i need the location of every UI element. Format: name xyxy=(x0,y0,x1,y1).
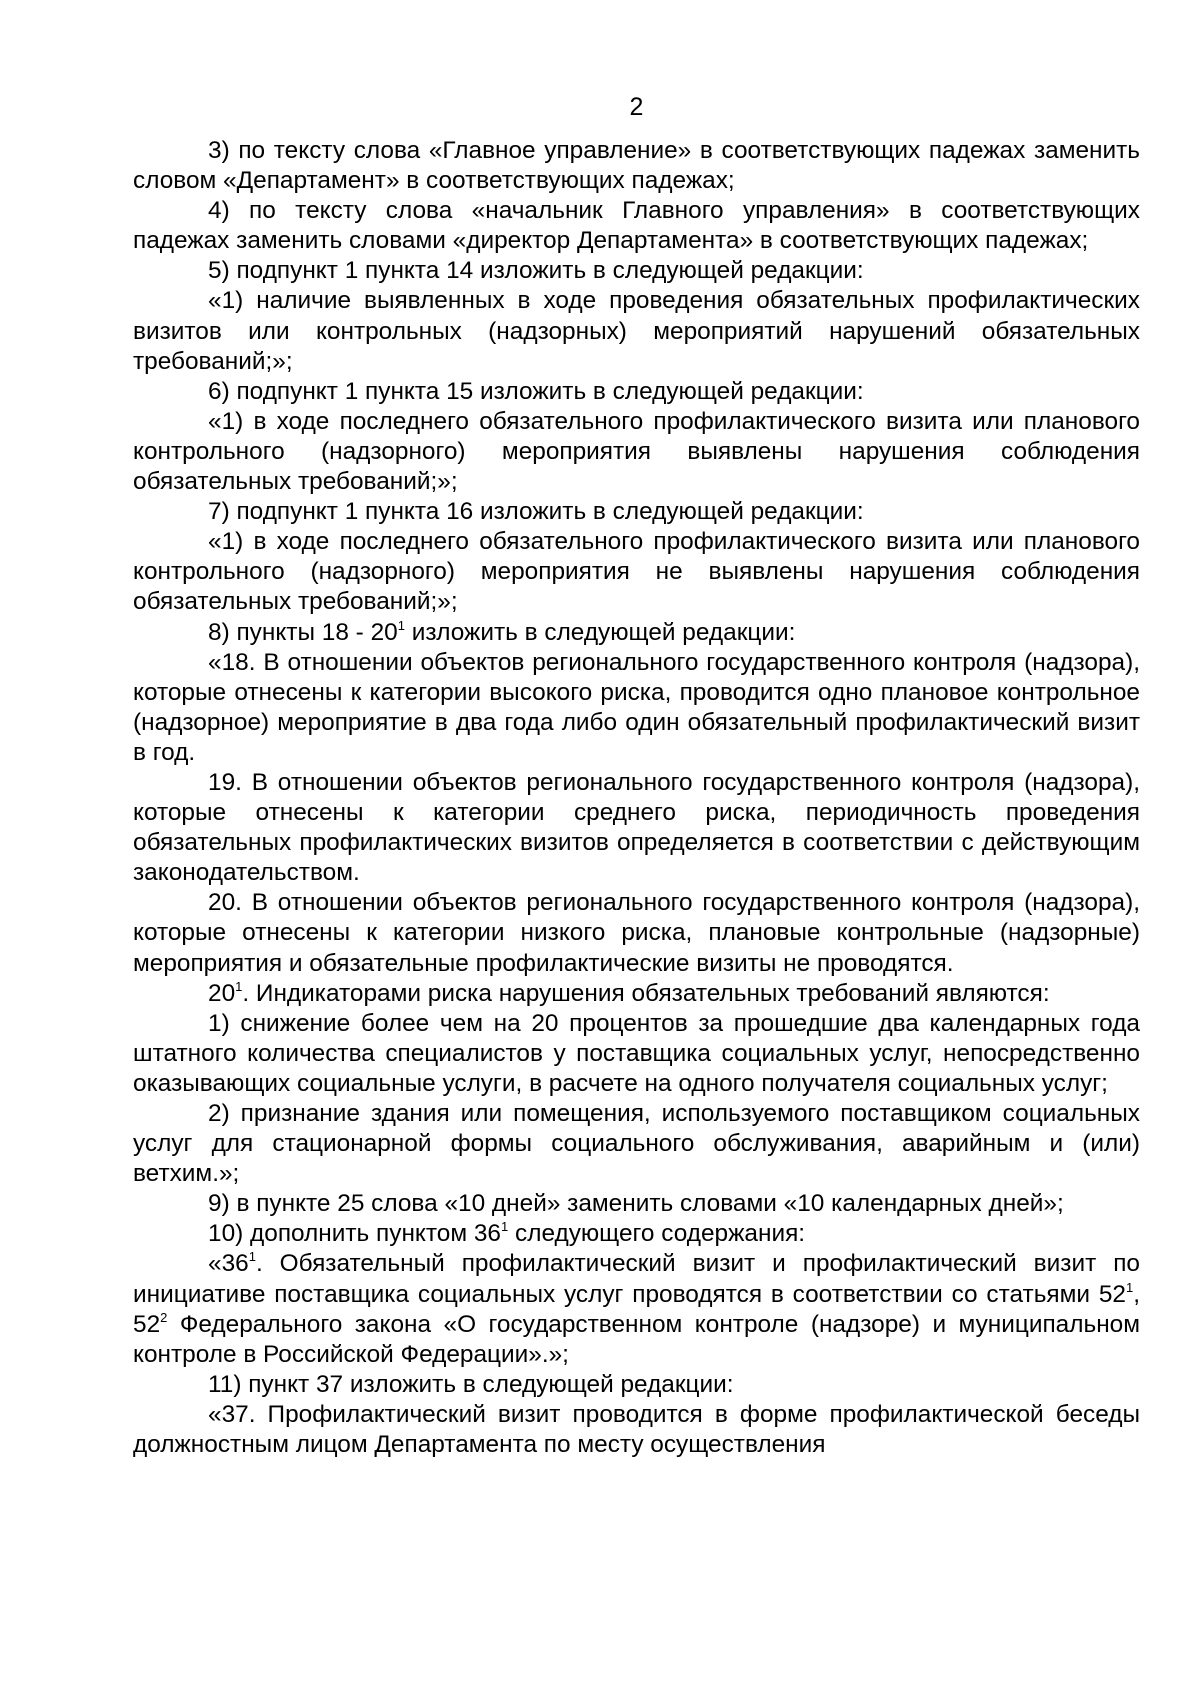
paragraph-point-19 xyxy=(133,768,1140,888)
paragraph-text: «36 xyxy=(208,1250,249,1278)
paragraph-text: «1) в ходе последнего обязательного профилактического визита или планового контрольного (надзорного) мероприятия не выявлены нарушения соблюдения обязательных требований;»; xyxy=(133,528,1140,616)
paragraph-item-6 xyxy=(133,377,1140,407)
paragraph-text: «18. В отношении объектов регионального государственного контроля (надзора), которые отнесены к категории высокого риска, проводится одно плановое контрольное (надзорное) мероприятие в два года либо один обязательный профилактический визит в год. xyxy=(133,648,1140,766)
paragraph-text: 5) подпункт 1 пункта 14 изложить в следующей редакции: xyxy=(208,257,864,285)
superscript: 1 xyxy=(397,617,405,633)
paragraph-point-20-1 xyxy=(133,979,1140,1009)
paragraph-text: «37. Профилактический визит проводится в форме профилактической беседы должностным лицом Департамента по месту осуществления xyxy=(133,1400,1140,1459)
paragraph-item-3 xyxy=(133,136,1140,196)
paragraph-quote-14-1 xyxy=(133,286,1140,376)
paragraph-item-5 xyxy=(133,256,1140,286)
page-number: 2 xyxy=(629,93,644,121)
paragraph-text: . Индикаторами риска нарушения обязательных требований являются: xyxy=(242,979,1050,1007)
paragraph-point-20 xyxy=(133,888,1140,978)
paragraph-text: 3) по тексту слова «Главное управление» в соответствующих падежах заменить словом «Департамент» в соответствующих падежах; xyxy=(133,137,1140,195)
superscript: 1 xyxy=(1125,1279,1134,1295)
paragraph-text: , 52 xyxy=(133,1280,1140,1338)
paragraph-text: 20. В отношении объектов регионального государственного контроля (надзора), которые отнесены к категории низкого риска, плановые контрольные (надзорные) мероприятия и обязательные профилактические визиты не проводятся. xyxy=(133,889,1140,977)
paragraph-item-7 xyxy=(133,497,1140,527)
paragraph-text: . Обязательный профилактический визит и профилактический визит по инициативе поставщика социальных услуг проводятся в соответствии со статьями 52 xyxy=(133,1250,1140,1308)
superscript: 1 xyxy=(248,1249,256,1265)
paragraph-quote-16-1 xyxy=(133,527,1140,617)
paragraph-text: «1) наличие выявленных в ходе проведения обязательных профилактических визитов или контрольных (надзорных) мероприятий нарушений обязательных требований;»; xyxy=(133,287,1140,375)
paragraph-text: 19. В отношении объектов регионального государственного контроля (надзора), которые отнесены к категории среднего риска, периодичность проведения обязательных профилактических визитов определяется в соответствии с действующим законодательством. xyxy=(133,768,1140,887)
paragraph-item-9 xyxy=(133,1189,1140,1219)
paragraph-point-18 xyxy=(133,648,1140,768)
paragraph-quote-15-1 xyxy=(133,407,1140,497)
paragraph-point-36-1 xyxy=(133,1249,1140,1369)
paragraph-text: 11) пункт 37 изложить в следующей редакции: xyxy=(208,1370,734,1398)
paragraph-text: изложить в следующей редакции: xyxy=(404,618,796,646)
paragraph-item-10 xyxy=(133,1219,1140,1249)
paragraph-text: следующего содержания: xyxy=(508,1220,806,1248)
paragraph-indicator-2 xyxy=(133,1099,1140,1189)
paragraph-text: 7) подпункт 1 пункта 16 изложить в следующей редакции: xyxy=(208,498,864,526)
paragraph-text: 4) по тексту слова «начальник Главного управления» в соответствующих падежах заменить словами «директор Департамента» в соответствующих падежах; xyxy=(133,197,1140,255)
paragraph-text: 10) дополнить пунктом 36 xyxy=(208,1220,501,1248)
document-body xyxy=(133,136,1140,1460)
paragraph-text: Федерального закона «О государственном контроле (надзоре) и муниципальном контроле в Российской Федерации».»; xyxy=(133,1310,1140,1368)
superscript: 2 xyxy=(160,1309,168,1325)
paragraph-text: 1) снижение более чем на 20 процентов за прошедшие два календарных года штатного количества специалистов у поставщика социальных услуг, непосредственно оказывающих социальные услуги, в расчете на одного получателя социальных услуг; xyxy=(133,1009,1140,1097)
paragraph-item-8 xyxy=(133,618,1140,648)
paragraph-text: «1) в ходе последнего обязательного профилактического визита или планового контрольного (надзорного) мероприятия выявлены нарушения соблюдения обязательных требований;»; xyxy=(133,407,1140,496)
paragraph-text: 9) в пункте 25 слова «10 дней» заменить словами «10 календарных дней»; xyxy=(208,1190,1064,1218)
paragraph-item-4 xyxy=(133,196,1140,256)
paragraph-point-37 xyxy=(133,1400,1140,1460)
paragraph-text: 8) пункты 18 - 20 xyxy=(208,618,398,646)
paragraph-text: 2) признание здания или помещения, используемого поставщиком социальных услуг для стационарной формы социального обслуживания, аварийным и (или) ветхим.»; xyxy=(133,1100,1140,1188)
superscript: 1 xyxy=(235,978,243,994)
paragraph-indicator-1 xyxy=(133,1009,1140,1099)
paragraph-item-11 xyxy=(133,1370,1140,1400)
superscript: 1 xyxy=(501,1219,509,1235)
paragraph-text: 6) подпункт 1 пункта 15 изложить в следующей редакции: xyxy=(208,377,864,405)
paragraph-text: 20 xyxy=(208,979,236,1007)
